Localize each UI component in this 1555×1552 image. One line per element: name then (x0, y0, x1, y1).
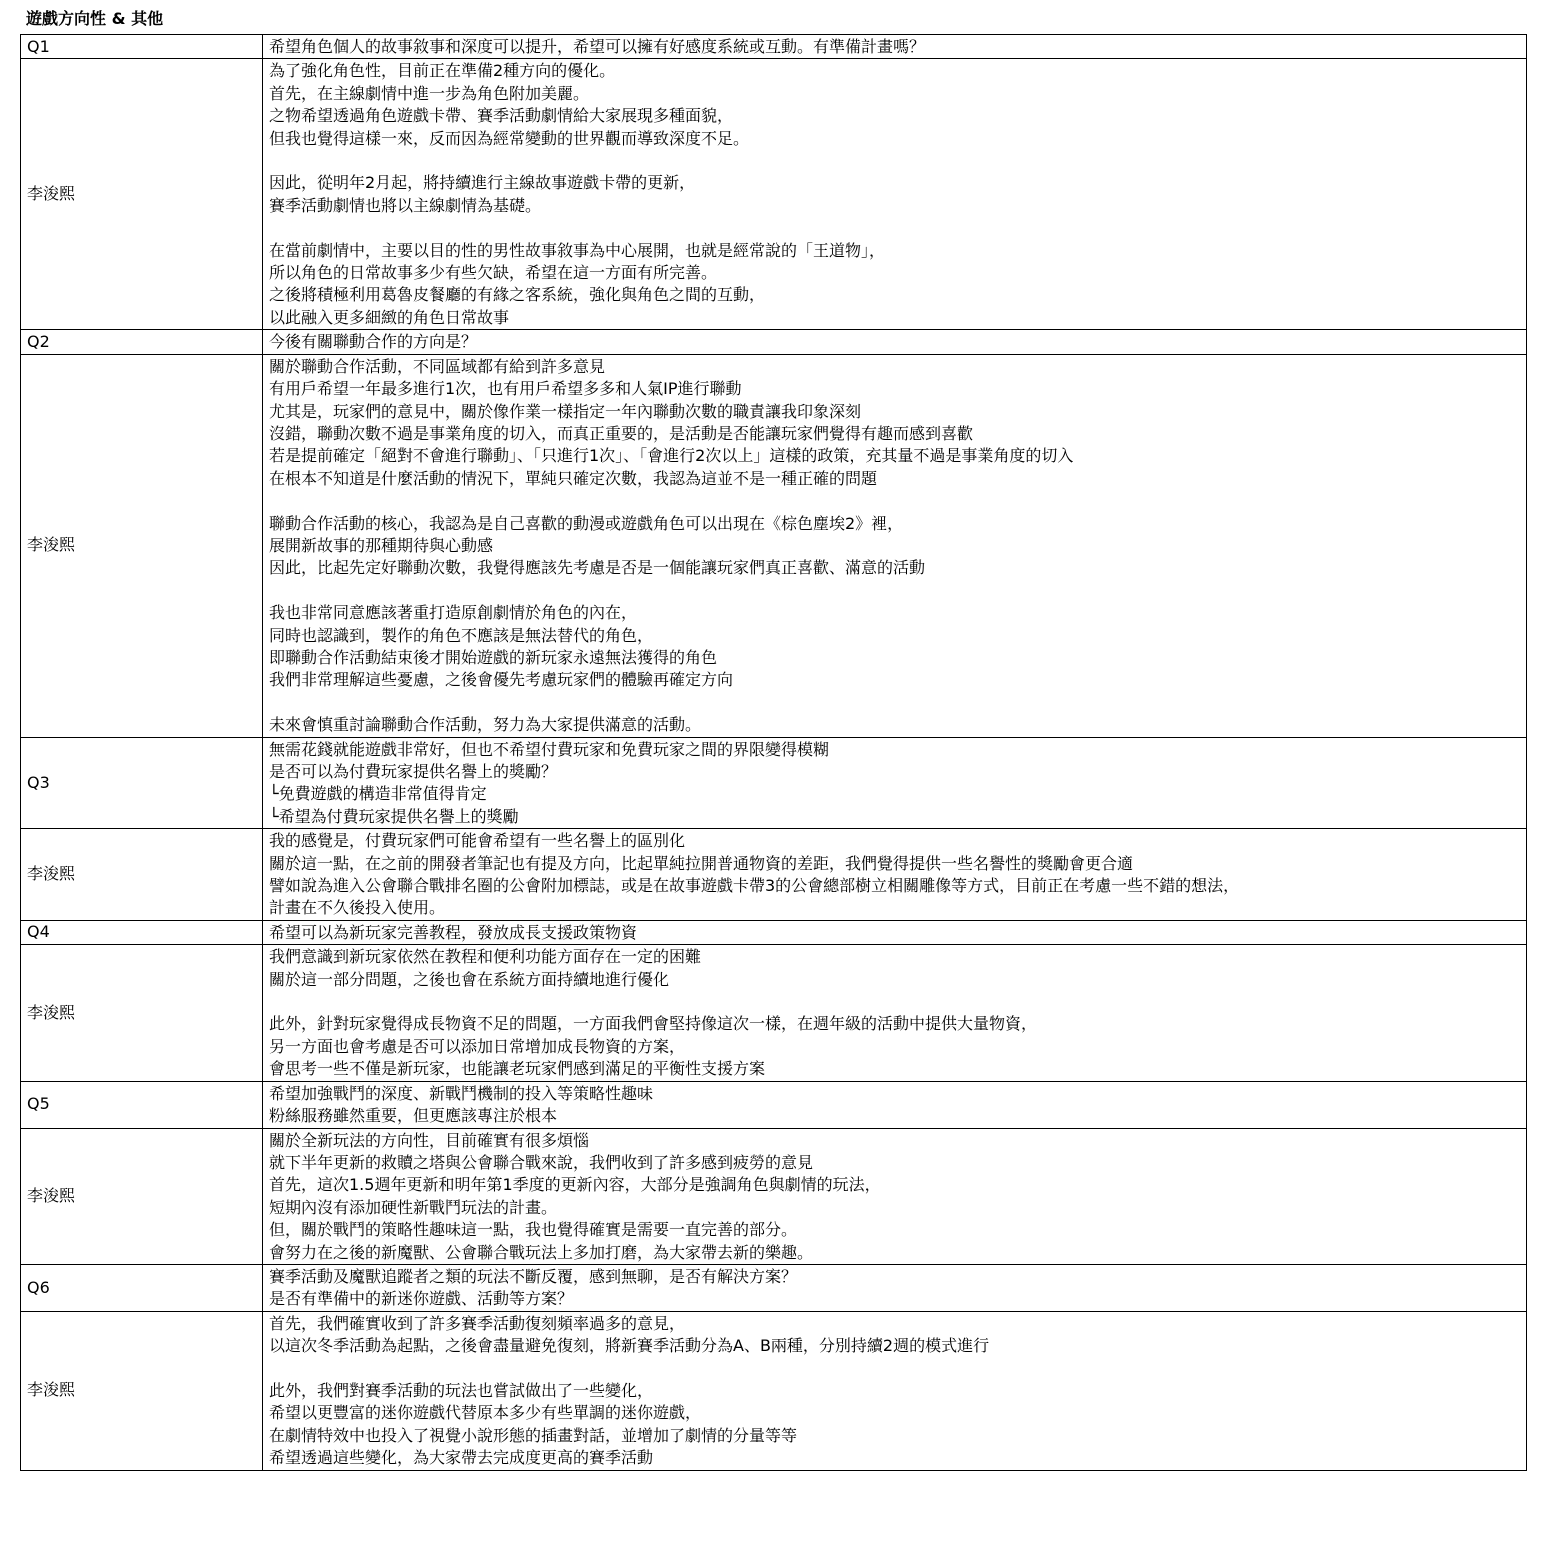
question-text (263, 920, 1527, 944)
text-line: 關於這一部分問題，之後也會在系統方面持續地進行優化 (269, 969, 670, 989)
answer-row (21, 1311, 1527, 1470)
answer-text (263, 945, 1527, 1081)
question-label: Q2 (21, 330, 263, 354)
answer-text (263, 1311, 1527, 1470)
text-line: 另一方面也會考慮是否可以添加日常增加成長物資的方案， (269, 1036, 686, 1056)
question-label: Q3 (21, 737, 263, 829)
text-line: 希望加強戰鬥的深度、新戰鬥機制的投入等策略性趣味 (269, 1083, 654, 1103)
text-line: 粉絲服務雖然重要，但更應該專注於根本 (269, 1106, 558, 1126)
speaker-label: 李浚熙 (21, 1311, 263, 1470)
text-line (269, 490, 1520, 512)
text-line: 會思考一些不僅是新玩家，也能讓老玩家們感到滿足的平衡性支援方案 (269, 1059, 766, 1079)
question-text (263, 737, 1527, 829)
text-line: 短期內沒有添加硬性新戰鬥玩法的計畫。 (269, 1197, 558, 1217)
text-line: 首先，在主線劇情中進一步為角色附加美麗。 (269, 83, 590, 103)
question-row (21, 1081, 1527, 1128)
question-label: Q1 (21, 35, 263, 59)
answer-row (21, 59, 1527, 330)
text-line: 譬如說為進入公會聯合戰排名圈的公會附加標誌，或是在故事遊戲卡帶3的公會總部樹立相關雕像等方式，目前正在考慮一些不錯的想法， (269, 876, 1240, 896)
answer-row (21, 829, 1527, 921)
text-line: 希望透過這些變化，為大家帶去完成度更高的賽季活動 (269, 1448, 654, 1468)
question-label: Q6 (21, 1264, 263, 1311)
text-line: 因此，比起先定好聯動次數，我覺得應該先考慮是否是一個能讓玩家們真正喜歡、滿意的活動 (269, 558, 926, 578)
text-line: 希望以更豐富的迷你遊戲代替原本多少有些單調的迷你遊戲， (269, 1403, 702, 1423)
text-line (269, 150, 1520, 172)
text-line: 聯動合作活動的核心，我認為是自己喜歡的動漫或遊戲角色可以出現在《棕色塵埃2》裡， (269, 513, 904, 533)
text-line: 此外，我們對賽季活動的玩法也嘗試做出了一些變化， (269, 1380, 654, 1400)
text-line: 但我也覺得這樣一來，反而因為經常變動的世界觀而導致深度不足。 (269, 128, 750, 148)
text-line: 賽季活動及魔獸追蹤者之類的玩法不斷反覆，感到無聊，是否有解決方案？ (269, 1266, 798, 1286)
qa-table (20, 34, 1527, 1471)
text-line: 即聯動合作活動結束後才開始遊戲的新玩家永遠無法獲得的角色 (269, 647, 718, 667)
speaker-label: 李浚熙 (21, 945, 263, 1081)
question-label: Q5 (21, 1081, 263, 1128)
text-line: 希望可以為新玩家完善教程，發放成長支援政策物資 (269, 922, 638, 942)
question-row (21, 330, 1527, 354)
question-row (21, 35, 1527, 59)
text-line: 為了強化角色性，目前正在準備2種方向的優化。 (269, 61, 616, 81)
text-line: 首先，我們確實收到了許多賽季活動復刻頻率過多的意見， (269, 1313, 686, 1333)
text-line: 賽季活動劇情也將以主線劇情為基礎。 (269, 195, 542, 215)
text-line: 之後將積極利用葛魯皮餐廳的有緣之客系統，強化與角色之間的互動， (269, 285, 766, 305)
text-line: 關於這一點，在之前的開發者筆記也有提及方向，比起單純拉開普通物資的差距，我們覺得提供一些名譽性的獎勵會更合適 (269, 853, 1134, 873)
text-line: 若是提前確定「絕對不會進行聯動」、「只進行1次」、「會進行2次以上」這樣的政策，充其量不過是事業角度的切入 (269, 446, 1074, 466)
text-line: 但，關於戰鬥的策略性趣味這一點，我也覺得確實是需要一直完善的部分。 (269, 1220, 798, 1240)
question-text (263, 330, 1527, 354)
text-line: └免費遊戲的構造非常值得肯定 (269, 784, 487, 804)
text-line: 今後有關聯動合作的方向是？ (269, 332, 478, 352)
answer-row (21, 354, 1527, 737)
text-line: └希望為付費玩家提供名譽上的獎勵 (269, 806, 519, 826)
text-line: 是否有準備中的新迷你遊戲、活動等方案？ (269, 1289, 574, 1309)
text-line: 以此融入更多細緻的角色日常故事 (269, 307, 510, 327)
text-line: 未來會慎重討論聯動合作活動，努力為大家提供滿意的活動。 (269, 715, 702, 735)
text-line: 會努力在之後的新魔獸、公會聯合戰玩法上多加打磨，為大家帶去新的樂趣。 (269, 1242, 814, 1262)
text-line: 關於全新玩法的方向性，目前確實有很多煩惱 (269, 1130, 590, 1150)
answer-row (21, 1128, 1527, 1264)
text-line: 在當前劇情中，主要以目的性的男性故事敘事為中心展開，也就是經常說的「王道物」， (269, 240, 886, 260)
speaker-label: 李浚熙 (21, 1128, 263, 1264)
qa-table-body (21, 35, 1527, 1471)
speaker-label: 李浚熙 (21, 59, 263, 330)
answer-text (263, 1128, 1527, 1264)
answer-text (263, 59, 1527, 330)
text-line (269, 580, 1520, 602)
text-line: 以這次冬季活動為起點，之後會盡量避免復刻，將新賽季活動分為A、B兩種，分別持續2週的模式進行 (269, 1336, 990, 1356)
text-line: 所以角色的日常故事多少有些欠缺，希望在這一方面有所完善。 (269, 263, 718, 283)
text-line: 同時也認識到，製作的角色不應該是無法替代的角色， (269, 625, 654, 645)
question-text (263, 1081, 1527, 1128)
question-label: Q4 (21, 920, 263, 944)
text-line: 我們非常理解這些憂慮，之後會優先考慮玩家們的體驗再確定方向 (269, 670, 734, 690)
page-title: 遊戲方向性 & 其他 (26, 9, 164, 28)
text-line: 之物希望透過角色遊戲卡帶、賽季活動劇情給大家展現多種面貌， (269, 106, 734, 126)
text-line: 希望角色個人的故事敘事和深度可以提升，希望可以擁有好感度系統或互動。有準備計畫嗎？ (269, 37, 926, 56)
answer-text (263, 354, 1527, 737)
text-line (269, 1358, 1520, 1380)
text-line: 我的感覺是，付費玩家們可能會希望有一些名譽上的區別化 (269, 831, 686, 851)
text-line: 我們意識到新玩家依然在教程和便利功能方面存在一定的困難 (269, 947, 702, 967)
text-line (269, 692, 1520, 714)
speaker-label: 李浚熙 (21, 354, 263, 737)
text-line: 計畫在不久後投入使用。 (269, 898, 446, 918)
text-line: 因此，從明年2月起，將持續進行主線故事遊戲卡帶的更新， (269, 173, 696, 193)
question-row (21, 1264, 1527, 1311)
text-line: 首先，這次1.5週年更新和明年第1季度的更新內容，大部分是強調角色與劇情的玩法， (269, 1175, 881, 1195)
text-line (269, 991, 1520, 1013)
text-line: 在根本不知道是什麼活動的情況下，單純只確定次數，我認為這並不是一種正確的問題 (269, 468, 878, 488)
text-line: 就下半年更新的救贖之塔與公會聯合戰來說，我們收到了許多感到疲勞的意見 (269, 1152, 814, 1172)
question-text (263, 35, 1527, 59)
answer-row (21, 945, 1527, 1081)
text-line: 有用戶希望一年最多進行1次，也有用戶希望多多和人氣IP進行聯動 (269, 379, 742, 399)
text-line: 此外，針對玩家覺得成長物資不足的問題，一方面我們會堅持像這次一樣，在週年級的活動中提供大量物資， (269, 1014, 1038, 1034)
text-line: 在劇情特效中也投入了視覺小說形態的插畫對話，並增加了劇情的分量等等 (269, 1425, 798, 1445)
text-line: 我也非常同意應該著重打造原創劇情於角色的內在， (269, 603, 638, 623)
question-row (21, 737, 1527, 829)
text-line: 關於聯動合作活動，不同區域都有給到許多意見 (269, 356, 606, 376)
text-line: 無需花錢就能遊戲非常好，但也不希望付費玩家和免費玩家之間的界限變得模糊 (269, 739, 830, 759)
text-line: 是否可以為付費玩家提供名譽上的獎勵？ (269, 762, 558, 781)
answer-text (263, 829, 1527, 921)
text-line: 尤其是，玩家們的意見中，關於像作業一樣指定一年內聯動次數的職責讓我印象深刻 (269, 401, 862, 421)
question-text (263, 1264, 1527, 1311)
question-row (21, 920, 1527, 944)
text-line (269, 217, 1520, 239)
text-line: 沒錯，聯動次數不過是事業角度的切入，而真正重要的，是活動是否能讓玩家們覺得有趣而感到喜歡 (269, 423, 974, 443)
speaker-label: 李浚熙 (21, 829, 263, 921)
text-line: 展開新故事的那種期待與心動感 (269, 535, 494, 555)
